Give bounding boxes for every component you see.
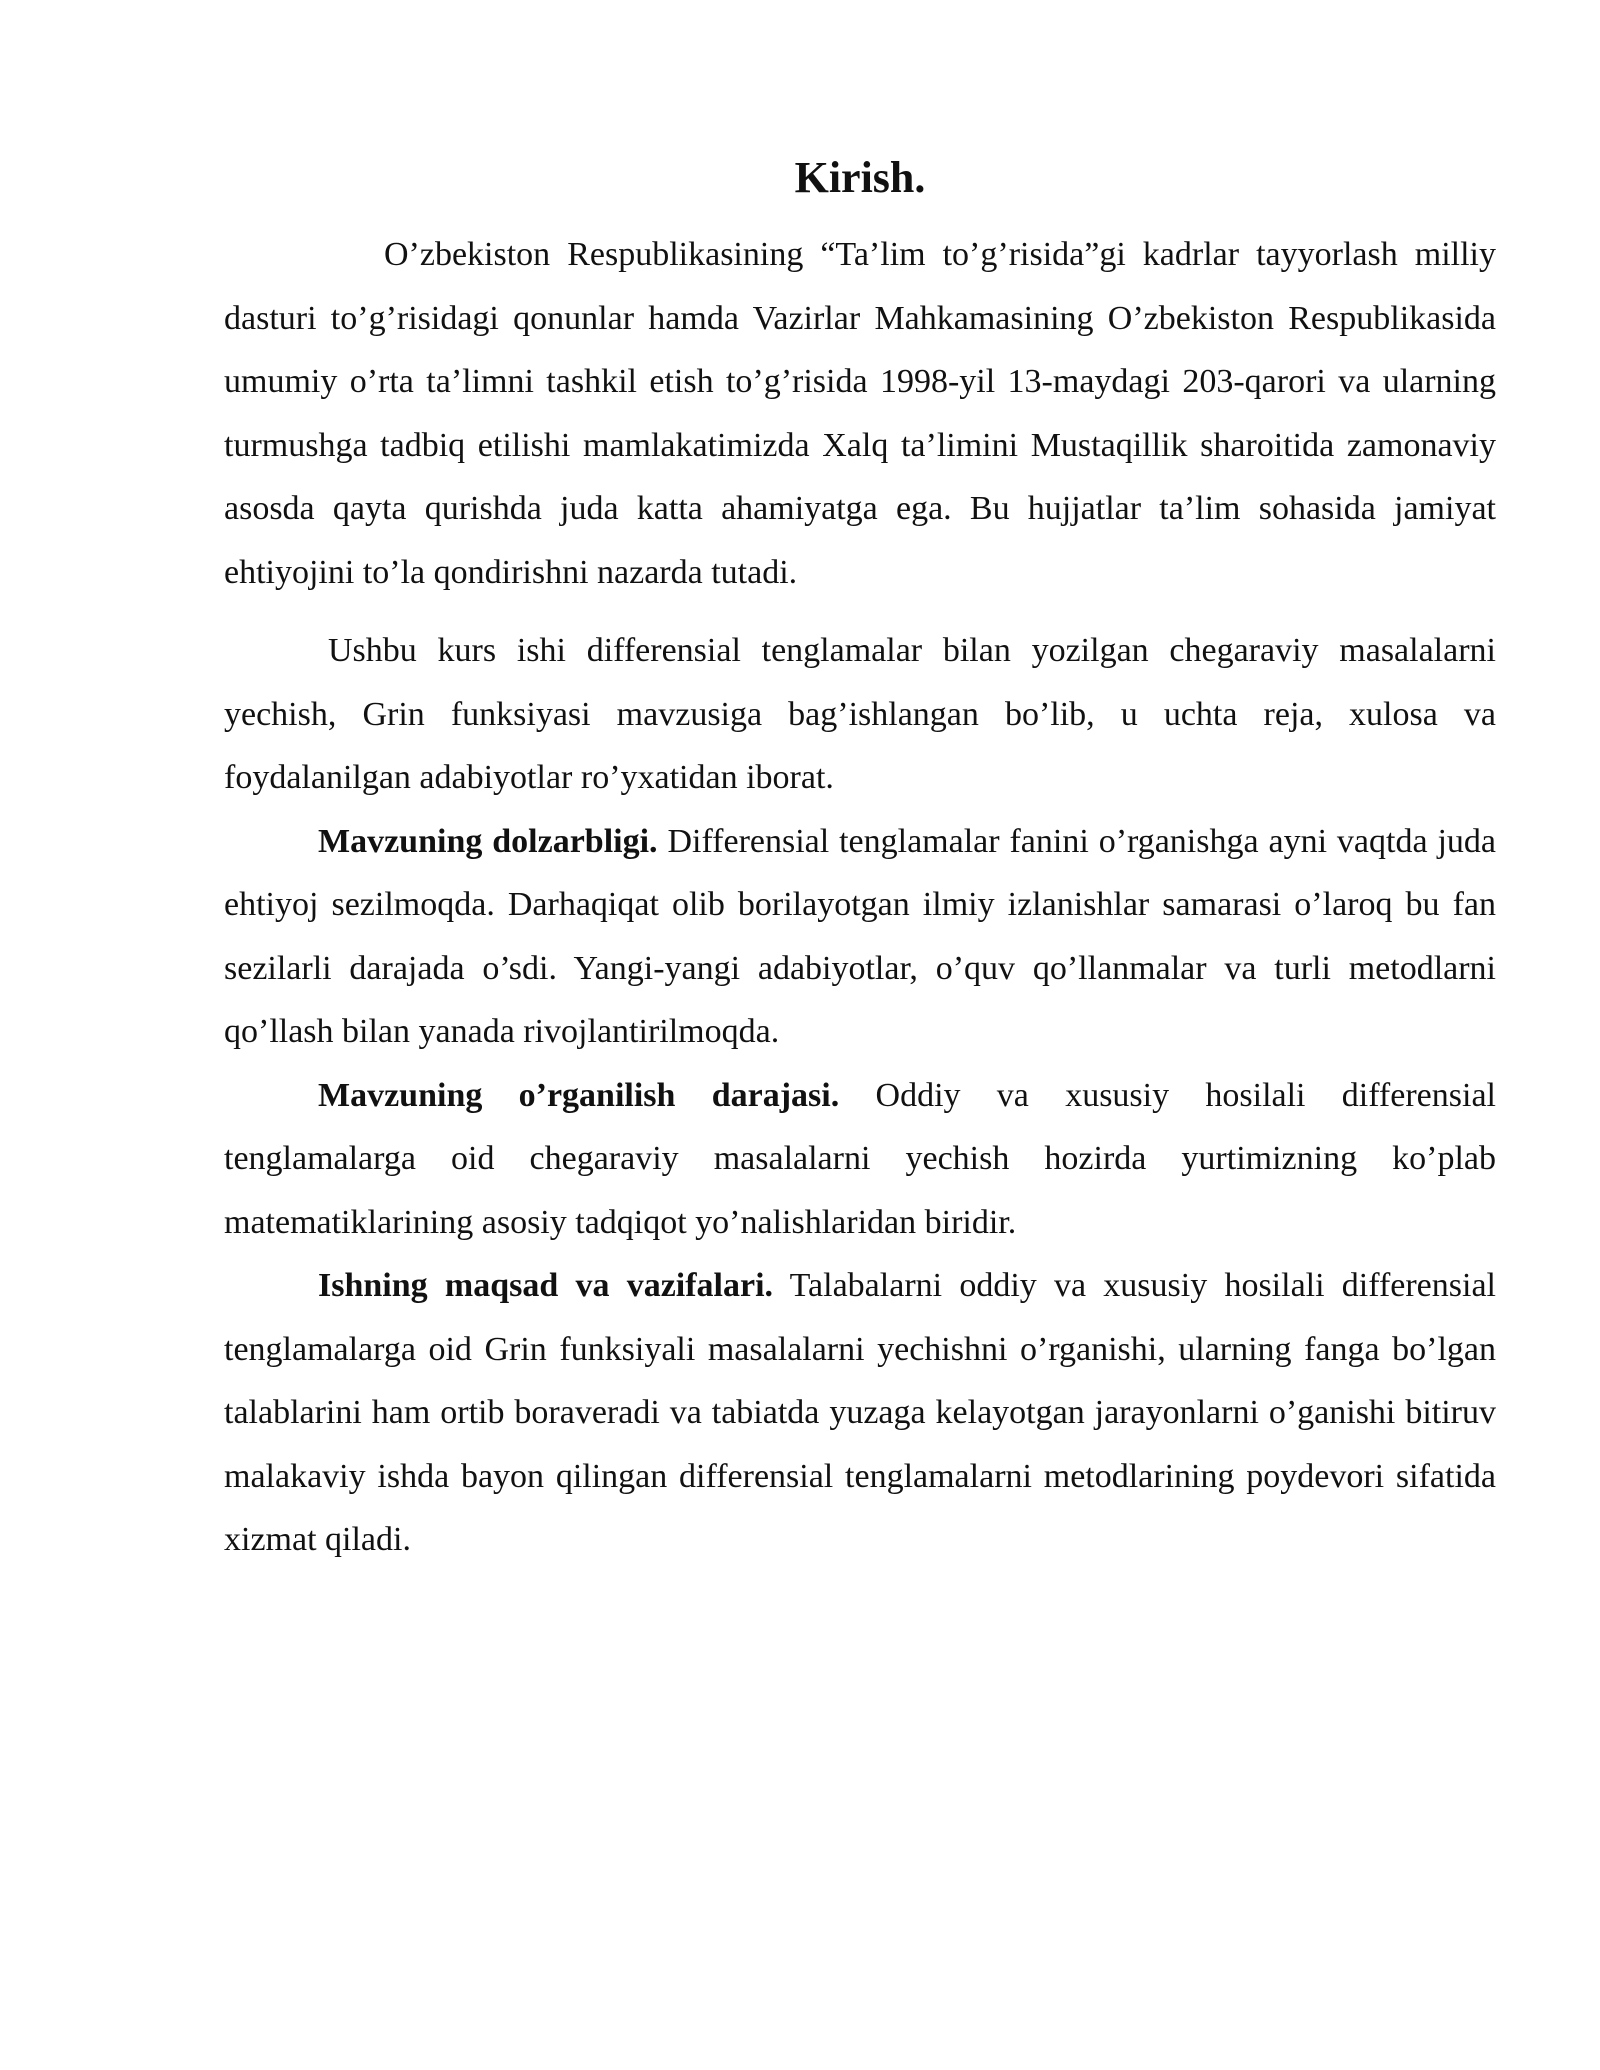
paragraph-text: Oddiy va xususiy hosilali differensial tenglamalarga oid chegaraviy masalalarni yechish hozirda yurtimizning ko’plab matematiklarining asosiy tadqiqot yo’nalishlaridan biridir. bbox=[224, 1076, 1496, 1241]
paragraph-study-level bbox=[224, 1064, 1496, 1255]
page-title: Kirish. bbox=[794, 153, 926, 202]
paragraph-text: Differensial tenglamalar fanini o’rganishga ayni vaqtda juda ehtiyoj sezilmoqda. Darhaqiqat olib borilayotgan ilmiy izlanishlar samarasi o’laroq bu fan sezilarli darajada o’sdi. Yangi-yangi adabiyotlar, o’quv qo’llanmalar va turli metodlarni qo’llash bilan yanada rivojlantirilmoqda. bbox=[224, 822, 1496, 1050]
paragraph-text: Talabalarni oddiy va xususiy hosilali differensial tenglamalarga oid Grin funksiyali masalalarni yechishni o’rganishi, ularning fanga bo’lgan talablarini ham ortib boraveradi va tabiatda yuzaga kelayotgan jarayonlarni o’ganishi bitiruv malakaviy ishda bayon qilingan differensial tenglamalarni metodlarining poydevori sifatida xizmat qiladi. bbox=[224, 1267, 1496, 1558]
paragraph-relevance bbox=[224, 810, 1496, 1064]
paragraph-course-work bbox=[224, 619, 1496, 810]
paragraph-lead: Mavzuning dolzarbligi. bbox=[318, 822, 658, 860]
paragraph-goals bbox=[224, 1254, 1496, 1572]
paragraph-intro bbox=[224, 223, 1496, 604]
paragraph-lead: Ishning maqsad va vazifalari. bbox=[318, 1267, 774, 1304]
document-body bbox=[224, 223, 1496, 1572]
paragraph-lead: Mavzuning o’rganilish darajasi. bbox=[318, 1076, 840, 1114]
paragraph-text: Ushbu kurs ishi differensial tenglamalar bilan yozilgan chegaraviy masalalarni yechish, Grin funksiyasi mavzusiga bag’ishlangan bo’lib, u uchta reja, xulosa va foydalanilgan adabiyotlar ro’yxatidan iborat. bbox=[224, 632, 1496, 796]
paragraph-text: O’zbekiston Respublikasining “Ta’lim to’g’risida”gi kadrlar tayyorlash milliy dasturi to’g’risidagi qonunlar hamda Vazirlar Mahkamasining O’zbekiston Respublikasida umumiy o’rta ta’limni tashkil etish to’g’risida 1998-yil 13-maydagi 203-qarori va ularning turmushga tadbiq etilishi mamlakatimizda Xalq ta’limini Mustaqillik sharoitida zamonaviy asosda qayta qurishda juda katta ahamiyatga ega. Bu hujjatlar ta’lim sohasida jamiyat ehtiyojini to’la qondirishni nazarda tutadi. bbox=[224, 236, 1496, 591]
